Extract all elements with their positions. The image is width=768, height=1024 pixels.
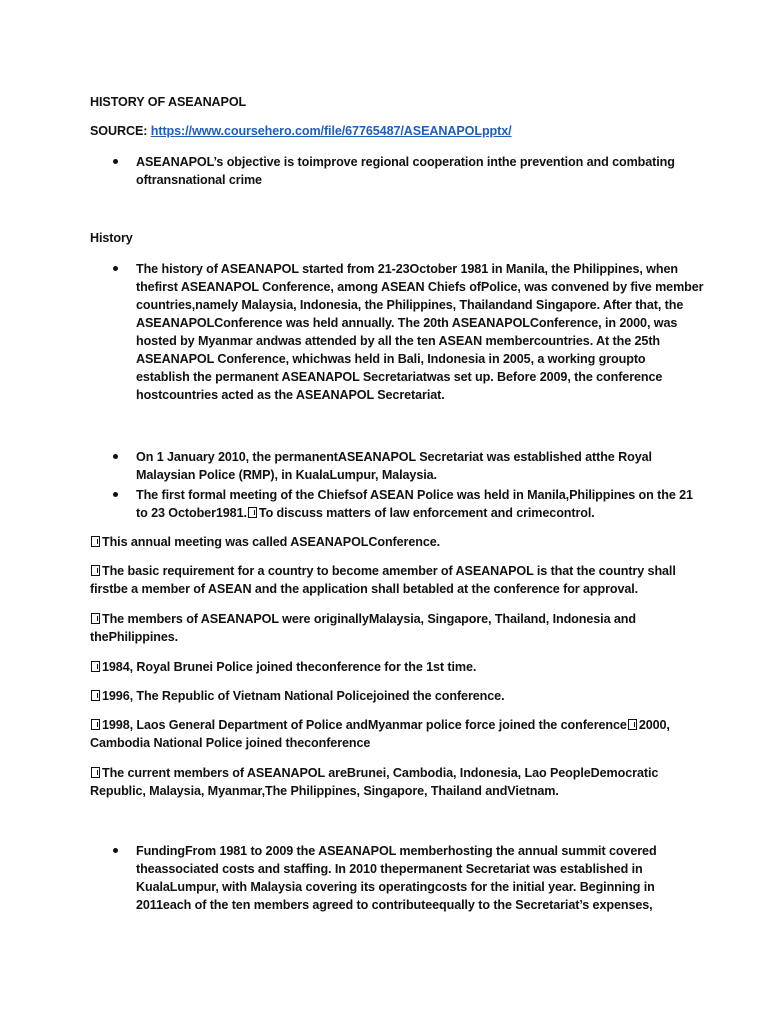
history-line-8: hostcountries acted as the ASEANAPOL Secretariat. (136, 388, 445, 402)
secretariat-line-2: Malaysian Police (RMP), in KualaLumpur, Malaysia. (136, 468, 437, 482)
bullet-icon (113, 159, 118, 164)
para-original-members-text-1: The members of ASEANAPOL were originallyMalaysia, Singapore, Thailand, Indonesia and (102, 612, 636, 626)
bullet-icon (113, 266, 118, 271)
history-line-2: thefirst ASEANAPOL Conference, among ASEAN Chiefs ofPolice, was convened by five member (136, 280, 704, 294)
para-current-2: Republic, Malaysia, Myanmar,The Philippines, Singapore, Thailand andVietnam. (90, 784, 559, 798)
meeting-line-2a: to 23 October1981. (136, 506, 247, 520)
para-original-members-2: thePhilippines. (90, 630, 179, 644)
para-1996 (90, 687, 504, 705)
secretariat-line-1: On 1 January 2010, the permanentASEANAPOL Secretariat was established atthe Royal (136, 450, 652, 464)
para-annual-text: This annual meeting was called ASEANAPOLConference. (102, 535, 441, 549)
para-1984 (90, 658, 476, 676)
history-line-6: ASEANAPOL Conference, whichwas held in Bali, Indonesia in 2005, a working groupto (136, 352, 646, 366)
para-requirement-text-1: The basic requirement for a country to become amember of ASEANAPOL is that the country shall (102, 564, 676, 578)
missing-glyph-icon (91, 661, 100, 672)
meeting-line-2 (136, 504, 595, 522)
missing-glyph-icon (91, 767, 100, 778)
para-requirement-1 (90, 562, 676, 580)
bullet-icon (113, 492, 118, 497)
bullet-icon (113, 848, 118, 853)
history-line-3: countries,namely Malaysia, Indonesia, the Philippines, Thailandand Singapore. After that, the (136, 298, 684, 312)
para-1984-text: 1984, Royal Brunei Police joined theconference for the 1st time. (102, 660, 477, 674)
missing-glyph-icon (628, 719, 637, 730)
para-requirement-2: firstbe a member of ASEAN and the application shall betabled at the conference for approval. (90, 582, 639, 596)
funding-line-1: FundingFrom 1981 to 2009 the ASEANAPOL memberhosting the annual summit covered (136, 844, 657, 858)
missing-glyph-icon (91, 613, 100, 624)
para-1998-text: 1998, Laos General Department of Police andMyanmar police force joined the conference (102, 718, 627, 732)
meeting-line-1: The first formal meeting of the Chiefsof ASEAN Police was held in Manila,Philippines on the 21 (136, 488, 693, 502)
missing-glyph-icon (91, 565, 100, 576)
para-original-members-1 (90, 610, 636, 628)
source-link[interactable]: https://www.coursehero.com/file/67765487/ASEANAPOLpptx/ (150, 124, 512, 138)
para-cambodia: Cambodia National Police joined theconference (90, 736, 371, 750)
objective-line-1: ASEANAPOL’s objective is toimprove regional cooperation inthe prevention and combating (136, 155, 675, 169)
objective-line-2: oftransnational crime (136, 173, 262, 187)
history-heading: History (90, 231, 133, 245)
missing-glyph-icon (91, 536, 100, 547)
para-1996-text: 1996, The Republic of Vietnam National Policejoined the conference. (102, 689, 505, 703)
missing-glyph-icon (248, 507, 257, 518)
history-line-1: The history of ASEANAPOL started from 21-23October 1981 in Manila, the Philippines, when (136, 262, 678, 276)
para-current-1 (90, 764, 658, 782)
source-label: SOURCE: (90, 124, 148, 138)
meeting-line-2b: To discuss matters of law enforcement and crimecontrol. (258, 506, 595, 520)
para-annual (90, 533, 440, 551)
funding-line-2: theassociated costs and staffing. In 2010 thepermanent Secretariat was established in (136, 862, 643, 876)
history-line-7: establish the permanent ASEANAPOL Secretariatwas set up. Before 2009, the conference (136, 370, 663, 384)
missing-glyph-icon (91, 690, 100, 701)
history-line-4: ASEANAPOLConference was held annually. The 20th ASEANAPOLConference, in 2000, was (136, 316, 678, 330)
bullet-icon (113, 454, 118, 459)
para-2000-text: 2000, (638, 718, 670, 732)
document-title: HISTORY OF ASEANAPOL (90, 95, 247, 109)
para-current-text-1: The current members of ASEANAPOL areBrunei, Cambodia, Indonesia, Lao PeopleDemocratic (102, 766, 659, 780)
source-line (90, 122, 512, 140)
funding-line-4: 2011each of the ten members agreed to contributeequally to the Secretariat’s expenses, (136, 898, 653, 912)
missing-glyph-icon (91, 719, 100, 730)
funding-line-3: KualaLumpur, with Malaysia covering its operatingcosts for the initial year. Beginning in (136, 880, 655, 894)
history-line-5: hosted by Myanmar andwas attended by all the ten ASEAN membercountries. At the 25th (136, 334, 661, 348)
para-1998 (90, 716, 670, 734)
